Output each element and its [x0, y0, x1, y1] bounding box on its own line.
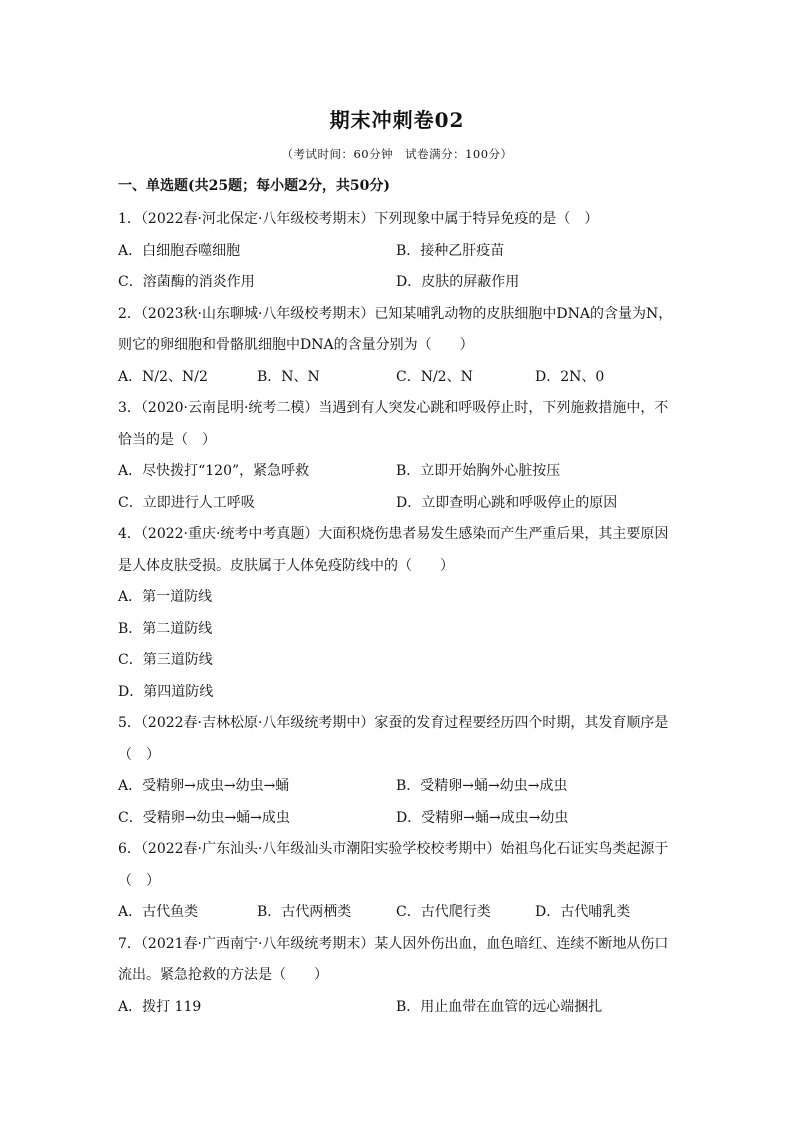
option-a: A．第一道防线 [118, 589, 213, 605]
option-b: B．受精卵→蛹→幼虫→成虫 [396, 778, 568, 794]
question-6 [118, 834, 678, 929]
option-a: A．N/2、N/2 [118, 368, 208, 385]
option-b: B．接种乙肝疫苗 [396, 242, 505, 259]
option-a: A．尽快拨打“120”，紧急呼救 [118, 463, 310, 479]
options-row [118, 236, 678, 268]
question-stem: 2．（2023秋·山东聊城·八年级校考期末）已知某哺乳动物的皮肤细胞中DNA的含量为N，则它的卵细胞和骨骼肌细胞中DNA的含量分别为（ ） [118, 305, 673, 353]
question-stem: 3．（2020·云南昆明·统考二模）当遇到有人突发心跳和呼吸停止时，下列施救措施中，不恰当的是（ ） [118, 400, 669, 448]
option-a: A．白细胞吞噬细胞 [118, 242, 241, 259]
question-stem: 4．（2022·重庆·统考中考真题）大面积烧伤患者易发生感染而产生严重后果，其主要原因是人体皮肤受损。皮肤属于人体免疫防线中的（ ） [118, 526, 669, 574]
option-c: C．立即进行人工呼吸 [118, 494, 255, 511]
option-d: D．第四道防线 [118, 683, 214, 700]
question-stem: 5．（2022春·吉林松原·八年级统考期中）家蚕的发育过程要经历四个时期，其发育顺序是（ ） [118, 715, 669, 763]
option-d: D．2N、0 [535, 368, 605, 385]
options-row [118, 645, 678, 677]
option-c: C．N/2、N [396, 368, 473, 385]
question-2 [118, 299, 678, 394]
options-row [118, 897, 678, 929]
options-row [118, 677, 678, 709]
option-b: B．古代两栖类 [257, 904, 352, 920]
question-list [118, 204, 678, 1023]
option-c: C．古代爬行类 [396, 904, 491, 920]
option-d: D．受精卵→蛹→成虫→幼虫 [396, 809, 569, 826]
option-a: A．拨打 119 [118, 998, 202, 1015]
options-row [118, 267, 678, 299]
options-row [118, 456, 678, 488]
option-b: B．第二道防线 [118, 620, 213, 637]
options-row [118, 803, 678, 835]
question-3 [118, 393, 678, 519]
options-row [118, 362, 678, 394]
option-d: D．古代哺乳类 [535, 904, 631, 920]
question-7 [118, 929, 678, 1024]
option-c: C．第三道防线 [118, 652, 213, 668]
question-stem: 1．（2022春·河北保定·八年级校考期末）下列现象中属于特异免疫的是（ ） [118, 211, 599, 227]
option-b: B．用止血带在血管的远心端捆扎 [396, 998, 603, 1015]
exam-info: （考试时间：60分钟 试卷满分：100分） [281, 147, 513, 161]
option-a: A．古代鱼类 [118, 904, 199, 920]
question-5 [118, 708, 678, 834]
question-4 [118, 519, 678, 708]
section-heading: 一、单选题(共25题；每小题2分，共50分) [118, 178, 390, 194]
options-row [118, 488, 678, 520]
options-row [118, 614, 678, 646]
page-title: 期末冲刺卷02 [329, 108, 465, 132]
options-row [118, 582, 678, 614]
option-a: A．受精卵→成虫→幼虫→蛹 [118, 778, 290, 794]
options-row [118, 992, 678, 1024]
option-c: C．受精卵→幼虫→蛹→成虫 [118, 809, 290, 826]
question-stem: 7．（2021春·广西南宁·八年级统考期末）某人因外伤出血，血色暗红、连续不断地从伤口流出。紧急抢救的方法是（ ） [118, 935, 669, 983]
question-stem: 6．（2022春·广东汕头·八年级汕头市潮阳实验学校校考期中）始祖鸟化石证实鸟类起源于（ ） [118, 841, 669, 889]
option-d: D．皮肤的屏蔽作用 [396, 274, 520, 290]
option-b: B．N、N [257, 368, 320, 385]
option-d: D．立即查明心跳和呼吸停止的原因 [396, 494, 618, 511]
option-c: C．溶菌酶的消炎作用 [118, 274, 255, 290]
options-row [118, 771, 678, 803]
question-1 [118, 204, 678, 299]
option-b: B．立即开始胸外心脏按压 [396, 463, 561, 479]
